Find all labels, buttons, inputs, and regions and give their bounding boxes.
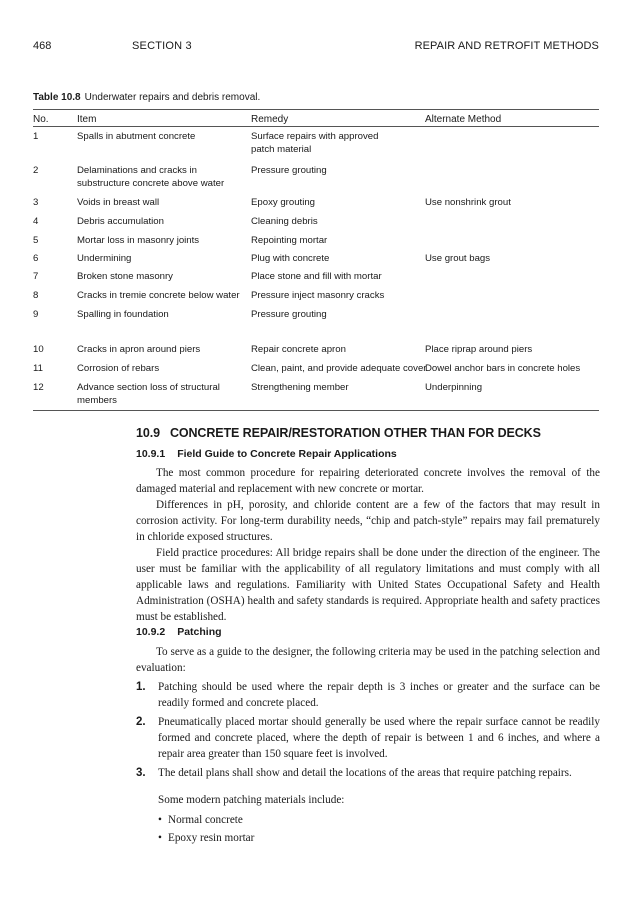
bullet-icon: • [158, 832, 162, 844]
list-text: Pneumatically placed mortar should generally be used where the repair surface cannot be readily formed and concrete placed, where the depth of repair is between 1 and 6 inches, and where a repair area greater than 150 square feet is involved. [158, 716, 600, 760]
bullet-icon: • [158, 814, 162, 826]
col-header-remedy: Remedy [251, 114, 289, 125]
table-top-rule [33, 109, 599, 110]
criteria-list [136, 679, 600, 781]
table-bottom-rule [33, 410, 599, 411]
list-text: Patching should be used where the repair depth is 3 inches or greater and the surface can be readily formed and concrete placed. [158, 681, 600, 709]
subsection-title: Patching [177, 626, 222, 638]
list-item [136, 679, 600, 711]
col-header-alternate: Alternate Method [425, 114, 502, 125]
section-number: 10.9 [136, 426, 160, 440]
list-item [136, 714, 600, 762]
paragraph: Differences in pH, porosity, and chloride content are a few of the factors that may result in corrosion activity. For long-term durability needs, “chip and patch-style” repairs may fail prematurely in chloride exposed structures. [136, 499, 600, 543]
paragraph: To serve as a guide to the designer, the following criteria may be used in the patching selection and evaluation: [136, 646, 600, 674]
materials-intro: Some modern patching materials include: [158, 794, 345, 806]
table-caption-text: Underwater repairs and debris removal. [84, 92, 261, 103]
table-header-rule [33, 126, 599, 127]
table-caption [33, 92, 260, 103]
subsection-heading [136, 626, 222, 638]
subsection-number: 10.9.2 [136, 626, 166, 638]
section-heading [136, 426, 541, 440]
patching-intro [136, 644, 600, 676]
page-number: 468 [33, 40, 52, 52]
list-number: 1. [136, 681, 146, 693]
subsection-number: 10.9.1 [136, 448, 166, 460]
materials-list [158, 811, 254, 847]
list-number: 3. [136, 767, 146, 779]
section-title: CONCRETE REPAIR/RESTORATION OTHER THAN FOR DECKS [169, 426, 541, 440]
table-label: Table 10.8 [33, 92, 81, 103]
col-header-no: No. [33, 114, 49, 125]
paragraph: Field practice procedures: All bridge repairs shall be done under the direction of the engineer. The user must be familiar with the applicability of all regulatory limitations and must comply with all applicable laws and regulations. Familiarity with United States Occupational Safety and Health Administration (OSHA) health and safety standards is required. Appropriate health and safety practices must be established. [136, 547, 600, 623]
section-label: SECTION 3 [132, 40, 192, 52]
paragraph: The most common procedure for repairing deteriorated concrete involves the removal of the damaged material and replacement with new concrete or mortar. [136, 467, 600, 495]
list-text: The detail plans shall show and detail the locations of the areas that require patching repairs. [158, 767, 572, 779]
subsection-title: Field Guide to Concrete Repair Applications [177, 448, 397, 460]
bullet-item: • Epoxy resin mortar [158, 829, 254, 847]
list-item [136, 765, 600, 781]
running-header [33, 40, 599, 58]
subsection-body [136, 465, 600, 625]
running-title: REPAIR AND RETROFIT METHODS [414, 40, 599, 52]
bullet-item: • Normal concrete [158, 811, 254, 829]
list-number: 2. [136, 716, 146, 728]
col-header-item: Item [77, 114, 97, 125]
subsection-heading [136, 448, 397, 460]
